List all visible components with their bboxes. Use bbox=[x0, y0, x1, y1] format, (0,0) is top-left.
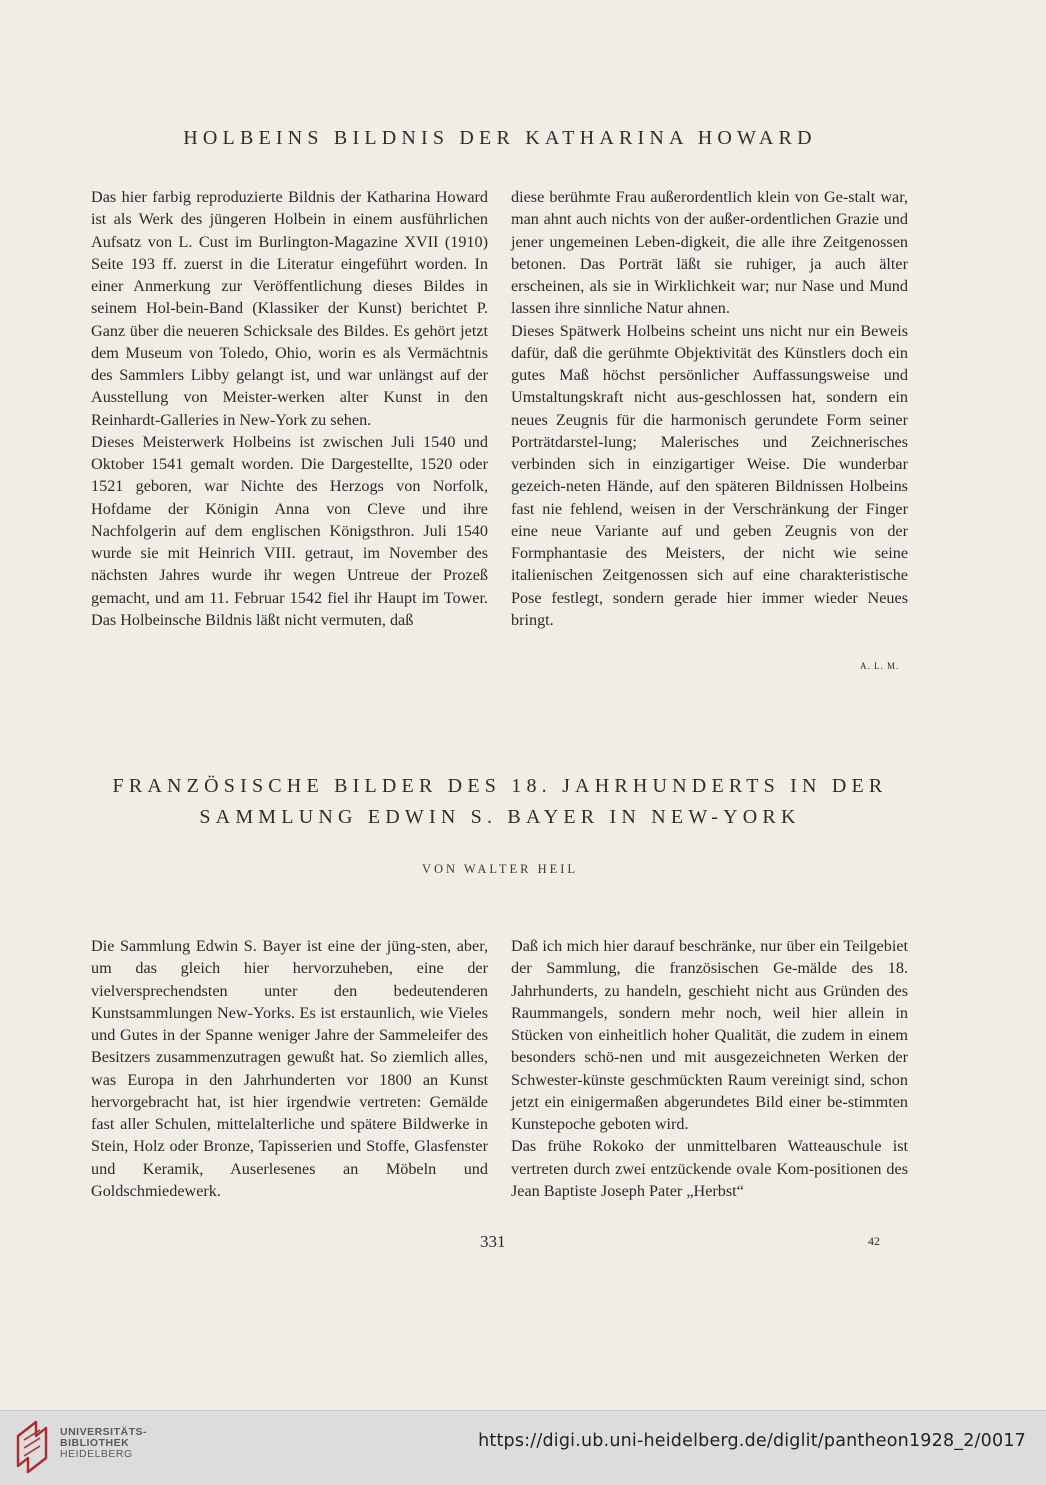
byline: VON WALTER HEIL bbox=[421, 862, 579, 876]
library-name: UNIVERSITÄTS- BIBLIOTHEK HEIDELBERG bbox=[60, 1426, 148, 1460]
article-title-line-2: SAMMLUNG EDWIN S. BAYER IN NEW-YORK bbox=[199, 806, 801, 828]
article-title-line-1: FRANZÖSISCHE BILDER DES 18. JAHRHUNDERTS IN DER bbox=[112, 775, 888, 797]
library-logo-icon bbox=[12, 1418, 52, 1479]
article2-left-column bbox=[91, 935, 488, 1202]
paragraph: diese berühmte Frau außerordentlich klein von Ge-stalt war, man ahnt auch nichts von der außer-ordentlichen Grazie und jener ungemeinen Leben-digkeit, die alle ihre Zeitgenossen betonen. Das Porträt läßt sie ruhiger, ja auch älter erscheinen, als sie in Wirklichkeit war; nur Nase und Mund lassen ihre sinnliche Natur ahnen. bbox=[511, 188, 908, 318]
article1-left-column bbox=[91, 186, 488, 631]
article-title-holbein: HOLBEINS BILDNIS DER KATHARINA HOWARD bbox=[183, 127, 817, 149]
signature-number: 42 bbox=[868, 1234, 880, 1248]
article2-right-column bbox=[511, 935, 908, 1202]
paragraph: Dieses Meisterwerk Holbeins ist zwischen Juli 1540 und Oktober 1541 gemalt worden. Die Dargestellte, 1520 oder 1521 geboren, war Nichte des Herzogs von Norfolk, Hofdame der Königin Anna von Cleve und ihre Nachfolgerin auf dem englischen Königsthron. Juli 1540 wurde sie mit Heinrich VIII. getraut, im November des nächsten Jahres wurde ihr wegen Untreue der Prozeß gemacht, und am 11. Februar 1542 fiel ihr Haupt im Tower. Das Holbeinsche Bildnis läßt nicht vermuten, daß bbox=[91, 432, 488, 629]
paragraph: Das frühe Rokoko der unmittelbaren Watteauschule ist vertreten durch zwei entzückende ovale Kom-positionen des Jean Baptiste Joseph Pater „Herbst“ bbox=[511, 1137, 908, 1200]
viewer-footer bbox=[0, 1410, 1046, 1485]
paragraph: Die Sammlung Edwin S. Bayer ist eine der jüng-sten, aber, um das gleich hier hervorzuheben, eine der vielversprechendsten unter den bedeutenderen Kunstsammlungen New-Yorks. Es ist erstaunlich, wie Vieles und Gutes in der Spanne weniger Jahre der Sammeleifer des Besitzers zusammenzutragen gewußt hat. So ziemlich alles, was Europa in den Jahrhunderten vor 1800 an Kunst hervorgebracht hat, ist hier irgendwie vertreten: Gemälde fast aller Schulen, mittelalterliche und spätere Bildwerke in Stein, Holz oder Bronze, Tapisserien und Stoffe, Glasfenster und Keramik, Auserlesenes an Möbeln und Goldschmiedewerk. bbox=[91, 937, 488, 1200]
page-number: 331 bbox=[480, 1232, 506, 1251]
paragraph: Daß ich mich hier darauf beschränke, nur über ein Teilgebiet der Sammlung, die französischen Ge-mälde des 18. Jahrhunderts, zu handeln, geschieht nicht aus Gründen des Raummangels, sondern mehr noch, weil hier allein in Stücken von einheitlich hoher Qualität, die zudem in einem besonders schö-nen und mit ausgezeichneten Werken der Schwester-künste geschmückten Raum vereinigt sind, schon jetzt ein einigermaßen abgerundetes Bild einer be-stimmten Kunstepoche geboten wird. bbox=[511, 937, 908, 1133]
paragraph: Dieses Spätwerk Holbeins scheint uns nicht nur ein Beweis dafür, daß die gerühmte Objektivität des Künstlers doch ein gutes Maß höchst persönlicher Auffassungsweise und Umstaltungskraft nicht aus-geschlossen hat, sondern ein neues Zeugnis für die harmonisch gerundete Form seiner Porträtdarstel-lung; Malerisches und Zeichnerisches verbinden sich in einzigartiger Weise. Die wunderbar gezeich-neten Hände, auf den späteren Bildnissen Holbeins fast nie fehlend, weisen in der Verschränkung der Finger eine neue Variante auf und geben Zeugnis von der Formphantasie des Meisters, der nicht wie seine italienischen Zeitgenossen sich auf eine charakteristische Pose festlegt, sondern gerade hier immer wieder Neues bringt. bbox=[511, 321, 908, 629]
author-initials: A. L. M. bbox=[860, 661, 900, 671]
paragraph: Das hier farbig reproduzierte Bildnis der Katharina Howard ist als Werk des jüngeren Holbein in einem ausführlichen Aufsatz von L. Cust im Burlington-Magazine XVII (1910) Seite 193 ff. zuerst in die Literatur eingeführt worden. In einer Anmerkung zur Veröffentlichung dieses Bildes in seinem Hol-bein-Band (Klassiker der Kunst) berichtet P. Ganz über die neueren Schicksale des Bildes. Es gehört jetzt dem Museum von Toledo, Ohio, worin es als Vermächtnis des Sammlers Libby gelangt ist, und war unlängst auf der Ausstellung von Meister-werken alter Kunst in den Reinhardt-Galleries in New-York zu sehen. bbox=[91, 188, 488, 429]
source-url-link[interactable]: https://digi.ub.uni-heidelberg.de/diglit/pantheon1928_2/0017 bbox=[478, 1431, 1026, 1451]
article1-right-column bbox=[511, 186, 908, 631]
